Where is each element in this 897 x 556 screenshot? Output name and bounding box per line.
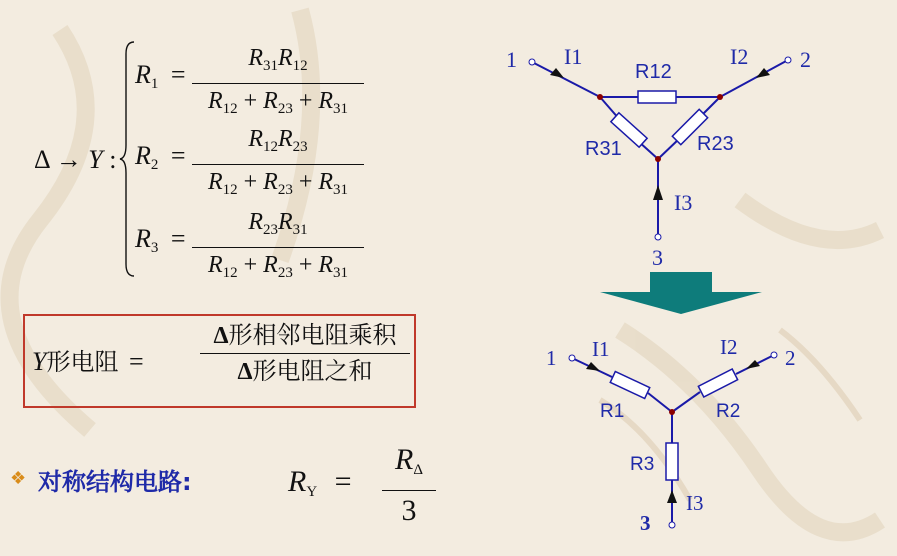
- delta-junction-2: [717, 94, 723, 100]
- y-i2-label: I2: [720, 335, 738, 359]
- y-center-junction: [669, 409, 675, 415]
- y-node1-terminal: [569, 355, 575, 361]
- r1-denominator: $R_{12} + R_{23} + R_{31}$: [207, 88, 349, 117]
- delta-r12-label: R12: [635, 61, 672, 83]
- y-i2-arrow: [746, 360, 760, 369]
- y-i3-arrow: [667, 490, 677, 503]
- delta-circuit: [490, 30, 830, 275]
- transform-arrow-icon: [596, 272, 766, 314]
- delta-junction-1: [597, 94, 603, 100]
- colon: :: [109, 145, 117, 174]
- delta-node1-terminal: [529, 59, 535, 65]
- r1-fraction: [192, 43, 364, 124]
- delta-node2-terminal: [785, 57, 791, 63]
- bullet-icon: ❖: [10, 468, 27, 488]
- rule-denominator: Δ形电阻之和: [237, 357, 373, 385]
- delta-to-y-prefix: [34, 145, 117, 175]
- r1-resistor: [610, 372, 650, 399]
- y-r2-label: R2: [716, 401, 741, 422]
- rule-numerator: Δ形相邻电阻乘积: [213, 321, 397, 349]
- symmetric-fraction: [382, 442, 436, 529]
- r3-denominator: $R_{12} + R_{23} + R_{31}$: [207, 252, 349, 281]
- y-node1-label: 1: [546, 346, 557, 370]
- delta-node3-label: 3: [652, 245, 663, 270]
- rule-lhs: Y形电阻 =: [32, 347, 144, 376]
- delta-i1-label: I1: [564, 44, 583, 69]
- r3-resistor: [666, 443, 678, 480]
- y-node2-label: 2: [785, 346, 796, 370]
- symmetric-lhs: $R_Y$ =: [288, 465, 352, 500]
- r1-numerator: $R_{31}R_{12}$: [248, 45, 308, 74]
- symmetric-label: 对称结构电路:: [38, 468, 192, 496]
- delta-node2-label: 2: [800, 47, 811, 72]
- r3-numerator: $R_{23}R_{31}$: [248, 209, 308, 238]
- y-r3-label: R3: [630, 454, 655, 475]
- r3-lhs: $R_3$ =: [135, 224, 186, 256]
- i3-arrow: [653, 185, 663, 200]
- arrow-symbol: →: [55, 145, 82, 174]
- symmetric-numerator: $R_\Delta$: [395, 443, 423, 478]
- delta-node1-label: 1: [506, 47, 517, 72]
- i1-arrow: [550, 68, 564, 78]
- i2-arrow: [756, 68, 770, 78]
- r2-fraction: [192, 124, 364, 205]
- y-symbol: Y: [88, 145, 103, 174]
- y-node3-terminal: [669, 522, 675, 528]
- delta-i2-label: I2: [730, 44, 749, 69]
- rule-fraction: [200, 320, 410, 387]
- r2-numerator: $R_{12}R_{23}$: [248, 126, 308, 155]
- symmetric-denominator: 3: [401, 494, 417, 527]
- delta-r23-label: R23: [697, 133, 734, 155]
- r3-fraction: [192, 207, 364, 288]
- y-node3-label: 3: [640, 511, 651, 535]
- delta-r31-label: R31: [585, 138, 622, 160]
- delta-junction-3: [655, 156, 661, 162]
- y-i1-arrow: [586, 362, 600, 371]
- r12-resistor: [638, 91, 676, 103]
- delta-symbol: Δ: [34, 145, 50, 174]
- delta-i3-label: I3: [674, 190, 693, 215]
- r1-lhs: $R_1$ =: [135, 60, 186, 92]
- r2-resistor: [698, 369, 737, 397]
- delta-node3-terminal: [655, 234, 661, 240]
- y-i3-label: I3: [686, 491, 704, 515]
- r2-lhs: $R_2$ =: [135, 141, 186, 173]
- y-i1-label: I1: [592, 337, 610, 361]
- y-node2-terminal: [771, 352, 777, 358]
- r2-denominator: $R_{12} + R_{23} + R_{31}$: [207, 169, 349, 198]
- y-r1-label: R1: [600, 401, 625, 422]
- y-circuit: [540, 330, 840, 540]
